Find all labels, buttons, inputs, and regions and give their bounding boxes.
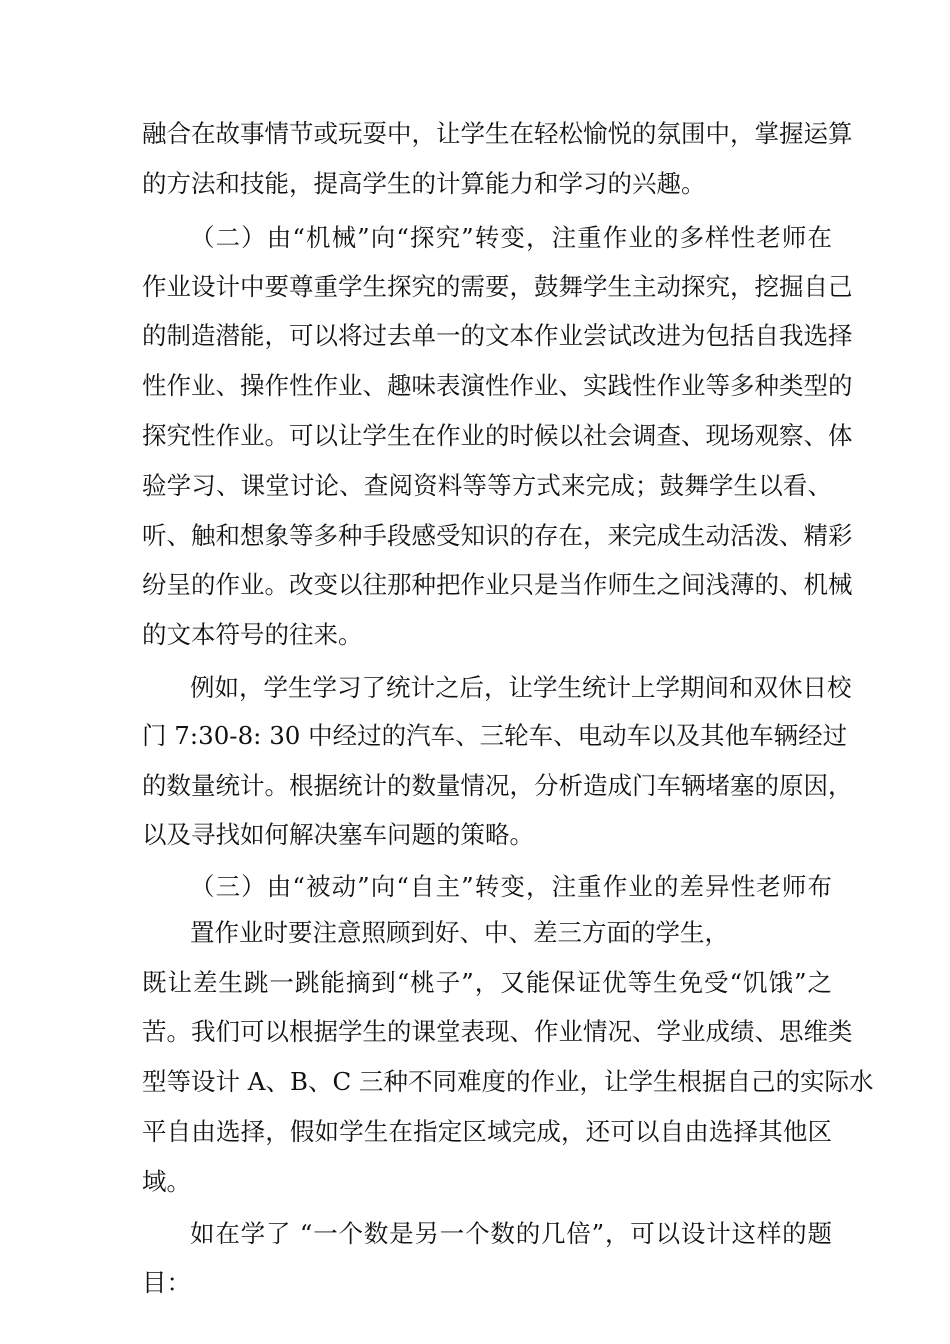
- paragraph-line: 纷呈的作业。改变以往那种把作业只是当作师生之间浅薄的、机械: [142, 570, 853, 599]
- paragraph-line: 型等设计 A、B、C 三种不同难度的作业，让学生根据自己的实际水: [142, 1067, 874, 1096]
- paragraph-line: 目：: [142, 1268, 191, 1297]
- paragraph-line: 既让差生跳一跳能摘到“桃子”，又能保证优等生免受“饥饿”之: [142, 968, 832, 997]
- paragraph-line: 验学习、课堂讨论、查阅资料等等方式来完成；鼓舞学生以看、: [142, 471, 832, 500]
- paragraph-line: 置作业时要注意照顾到好、中、差三方面的学生，: [190, 918, 729, 947]
- section-heading-2: （二）由“机械”向“探究”转变，注重作业的多样性老师在: [190, 223, 832, 252]
- example-paragraph-line: 例如，学生学习了统计之后，让学生统计上学期间和双休日校: [190, 673, 852, 702]
- section-heading-3: （三）由“被动”向“自主”转变，注重作业的差异性老师布: [190, 872, 832, 901]
- paragraph-line: 听、触和想象等多种手段感受知识的存在，来完成生动活泼、精彩: [142, 521, 853, 550]
- example-paragraph-line: 如在学了 “一个数是另一个数的几倍”，可以设计这样的题: [190, 1219, 832, 1248]
- paragraph-line: 以及寻找如何解决塞车问题的策略。: [142, 820, 534, 849]
- paragraph-line: 苦。我们可以根据学生的课堂表现、作业情况、学业成绩、思维类: [142, 1017, 853, 1046]
- paragraph-line: 门 7:30-8: 30 中经过的汽车、三轮车、电动车以及其他车辆经过: [142, 721, 848, 750]
- paragraph-line: 平自由选择，假如学生在指定区域完成，还可以自由选择其他区: [142, 1117, 832, 1146]
- paragraph-line: 的文本符号的往来。: [142, 620, 363, 649]
- paragraph-line: 探究性作业。可以让学生在作业的时候以社会调查、现场观察、体: [142, 421, 853, 450]
- paragraph-line: 的制造潜能，可以将过去单一的文本作业尝试改进为包括自我选择: [142, 321, 853, 350]
- paragraph-line: 的方法和技能，提高学生的计算能力和学习的兴趣。: [142, 169, 706, 198]
- paragraph-line: 性作业、操作性作业、趣味表演性作业、实践性作业等多种类型的: [142, 371, 853, 400]
- paragraph-line: 的数量统计。根据统计的数量情况，分析造成门车辆堵塞的原因，: [142, 771, 853, 800]
- paragraph-line: 作业设计中要尊重学生探究的需要，鼓舞学生主动探究，挖掘自己: [142, 272, 853, 301]
- paragraph-line: 域。: [142, 1167, 191, 1196]
- paragraph-line: 融合在故事情节或玩耍中，让学生在轻松愉悦的氛围中，掌握运算: [142, 119, 853, 148]
